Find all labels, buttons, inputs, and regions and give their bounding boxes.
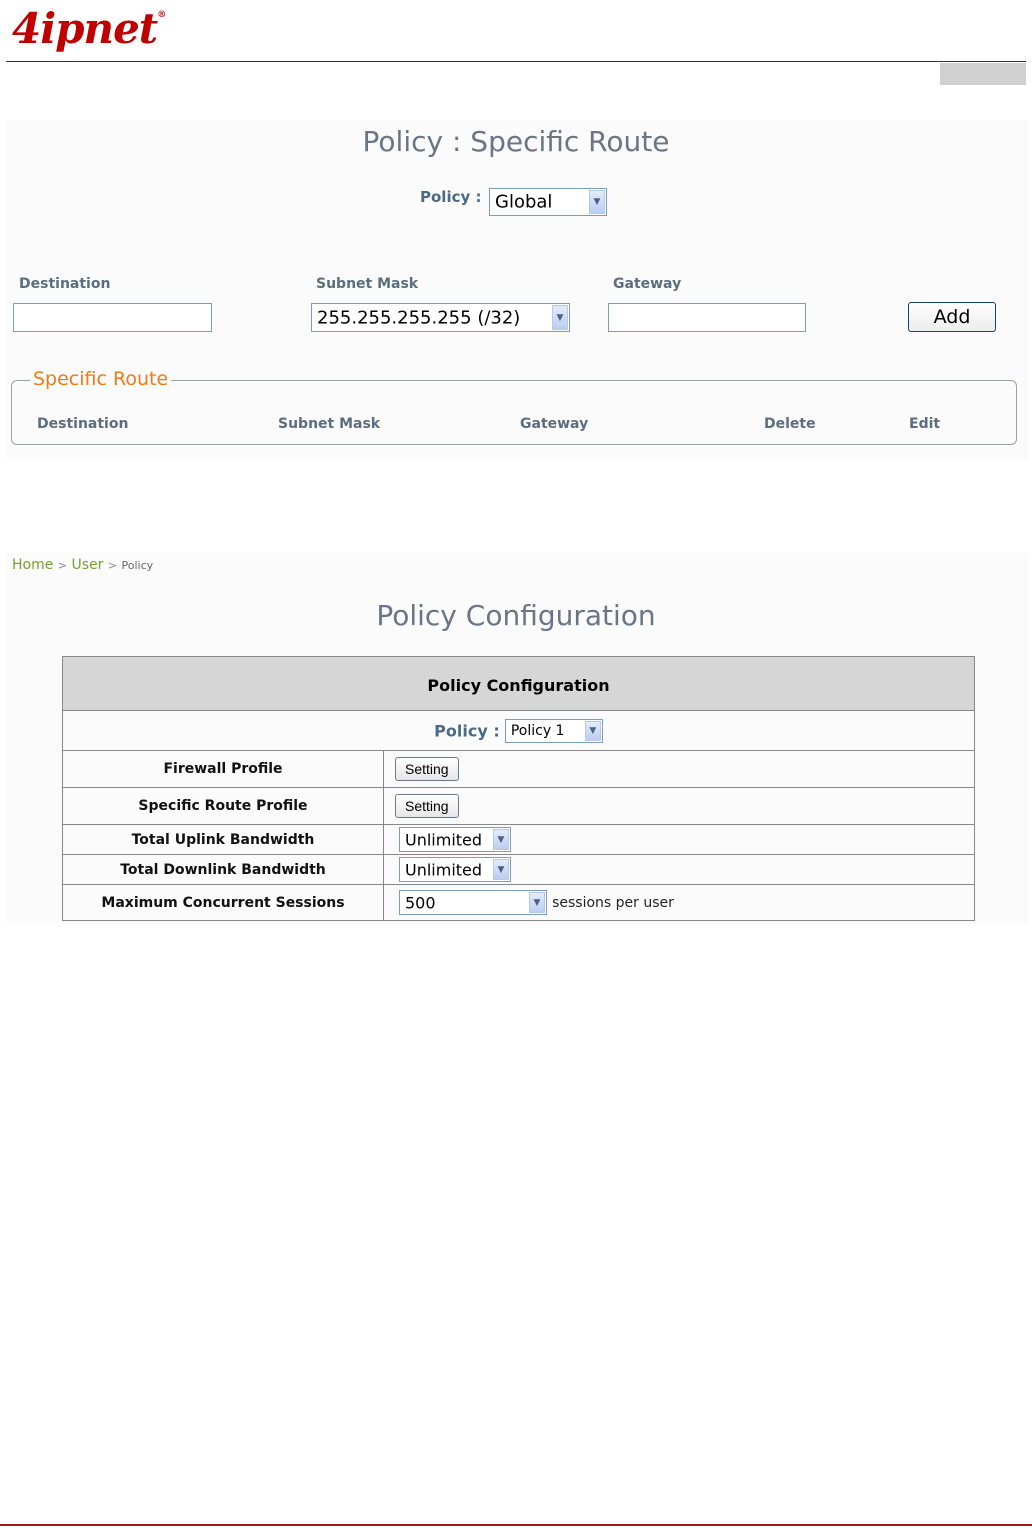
- downlink-bandwidth-label: Total Downlink Bandwidth: [63, 855, 384, 885]
- page-title-policy-configuration: Policy Configuration: [376, 599, 656, 632]
- policy-config-table: [62, 656, 975, 921]
- column-header-delete: Delete: [764, 416, 816, 432]
- chevron-down-icon: ▼: [493, 859, 509, 880]
- specific-route-legend: Specific Route: [30, 368, 171, 390]
- gateway-input[interactable]: [608, 303, 806, 332]
- chevron-down-icon: ▼: [493, 829, 509, 850]
- specific-route-setting-button[interactable]: Setting: [395, 794, 459, 818]
- brand-logo: 4ipnet®: [12, 4, 166, 53]
- breadcrumb: Home > User > Policy: [12, 557, 154, 573]
- header-divider: [6, 61, 1026, 62]
- uplink-bandwidth-select[interactable]: Unlimited ▼: [399, 827, 511, 852]
- downlink-bandwidth-select[interactable]: Unlimited ▼: [399, 857, 511, 882]
- column-header-gateway: Gateway: [520, 416, 589, 432]
- specific-route-profile-label: Specific Route Profile: [63, 788, 384, 825]
- firewall-profile-label: Firewall Profile: [63, 751, 384, 788]
- uplink-bandwidth-label: Total Uplink Bandwidth: [63, 825, 384, 855]
- chevron-down-icon: ▼: [529, 892, 545, 913]
- destination-input[interactable]: [13, 303, 212, 332]
- header-tab-block: [940, 63, 1026, 85]
- gateway-label: Gateway: [613, 276, 682, 292]
- max-sessions-select[interactable]: 500 ▼: [399, 890, 547, 915]
- page-title-specific-route: Policy : Specific Route: [362, 125, 670, 158]
- column-header-subnet-mask: Subnet Mask: [278, 416, 381, 432]
- chevron-down-icon: ▼: [589, 190, 605, 214]
- sessions-unit-label: sessions per user: [552, 895, 674, 911]
- policy-selector-label: Policy :: [420, 188, 482, 206]
- footer-divider: [0, 1524, 1032, 1526]
- chevron-down-icon: ▼: [585, 721, 601, 741]
- policy-label: Policy :: [434, 721, 500, 740]
- add-route-button[interactable]: Add: [908, 302, 996, 332]
- max-sessions-label: Maximum Concurrent Sessions: [63, 885, 384, 921]
- destination-label: Destination: [19, 276, 111, 292]
- policy-row: [63, 711, 975, 751]
- breadcrumb-home[interactable]: Home: [12, 557, 54, 573]
- column-header-destination: Destination: [37, 416, 129, 432]
- subnet-mask-label: Subnet Mask: [316, 276, 419, 292]
- subnet-mask-select[interactable]: 255.255.255.255 (/32) ▼: [311, 303, 570, 332]
- table-header: Policy Configuration: [63, 657, 975, 711]
- policy-config-select[interactable]: Policy 1 ▼: [505, 719, 603, 743]
- breadcrumb-current: Policy: [121, 559, 154, 572]
- firewall-setting-button[interactable]: Setting: [395, 757, 459, 781]
- chevron-down-icon: ▼: [552, 305, 568, 330]
- policy-select[interactable]: Global ▼: [489, 188, 607, 216]
- breadcrumb-user[interactable]: User: [71, 557, 104, 573]
- column-header-edit: Edit: [909, 416, 941, 432]
